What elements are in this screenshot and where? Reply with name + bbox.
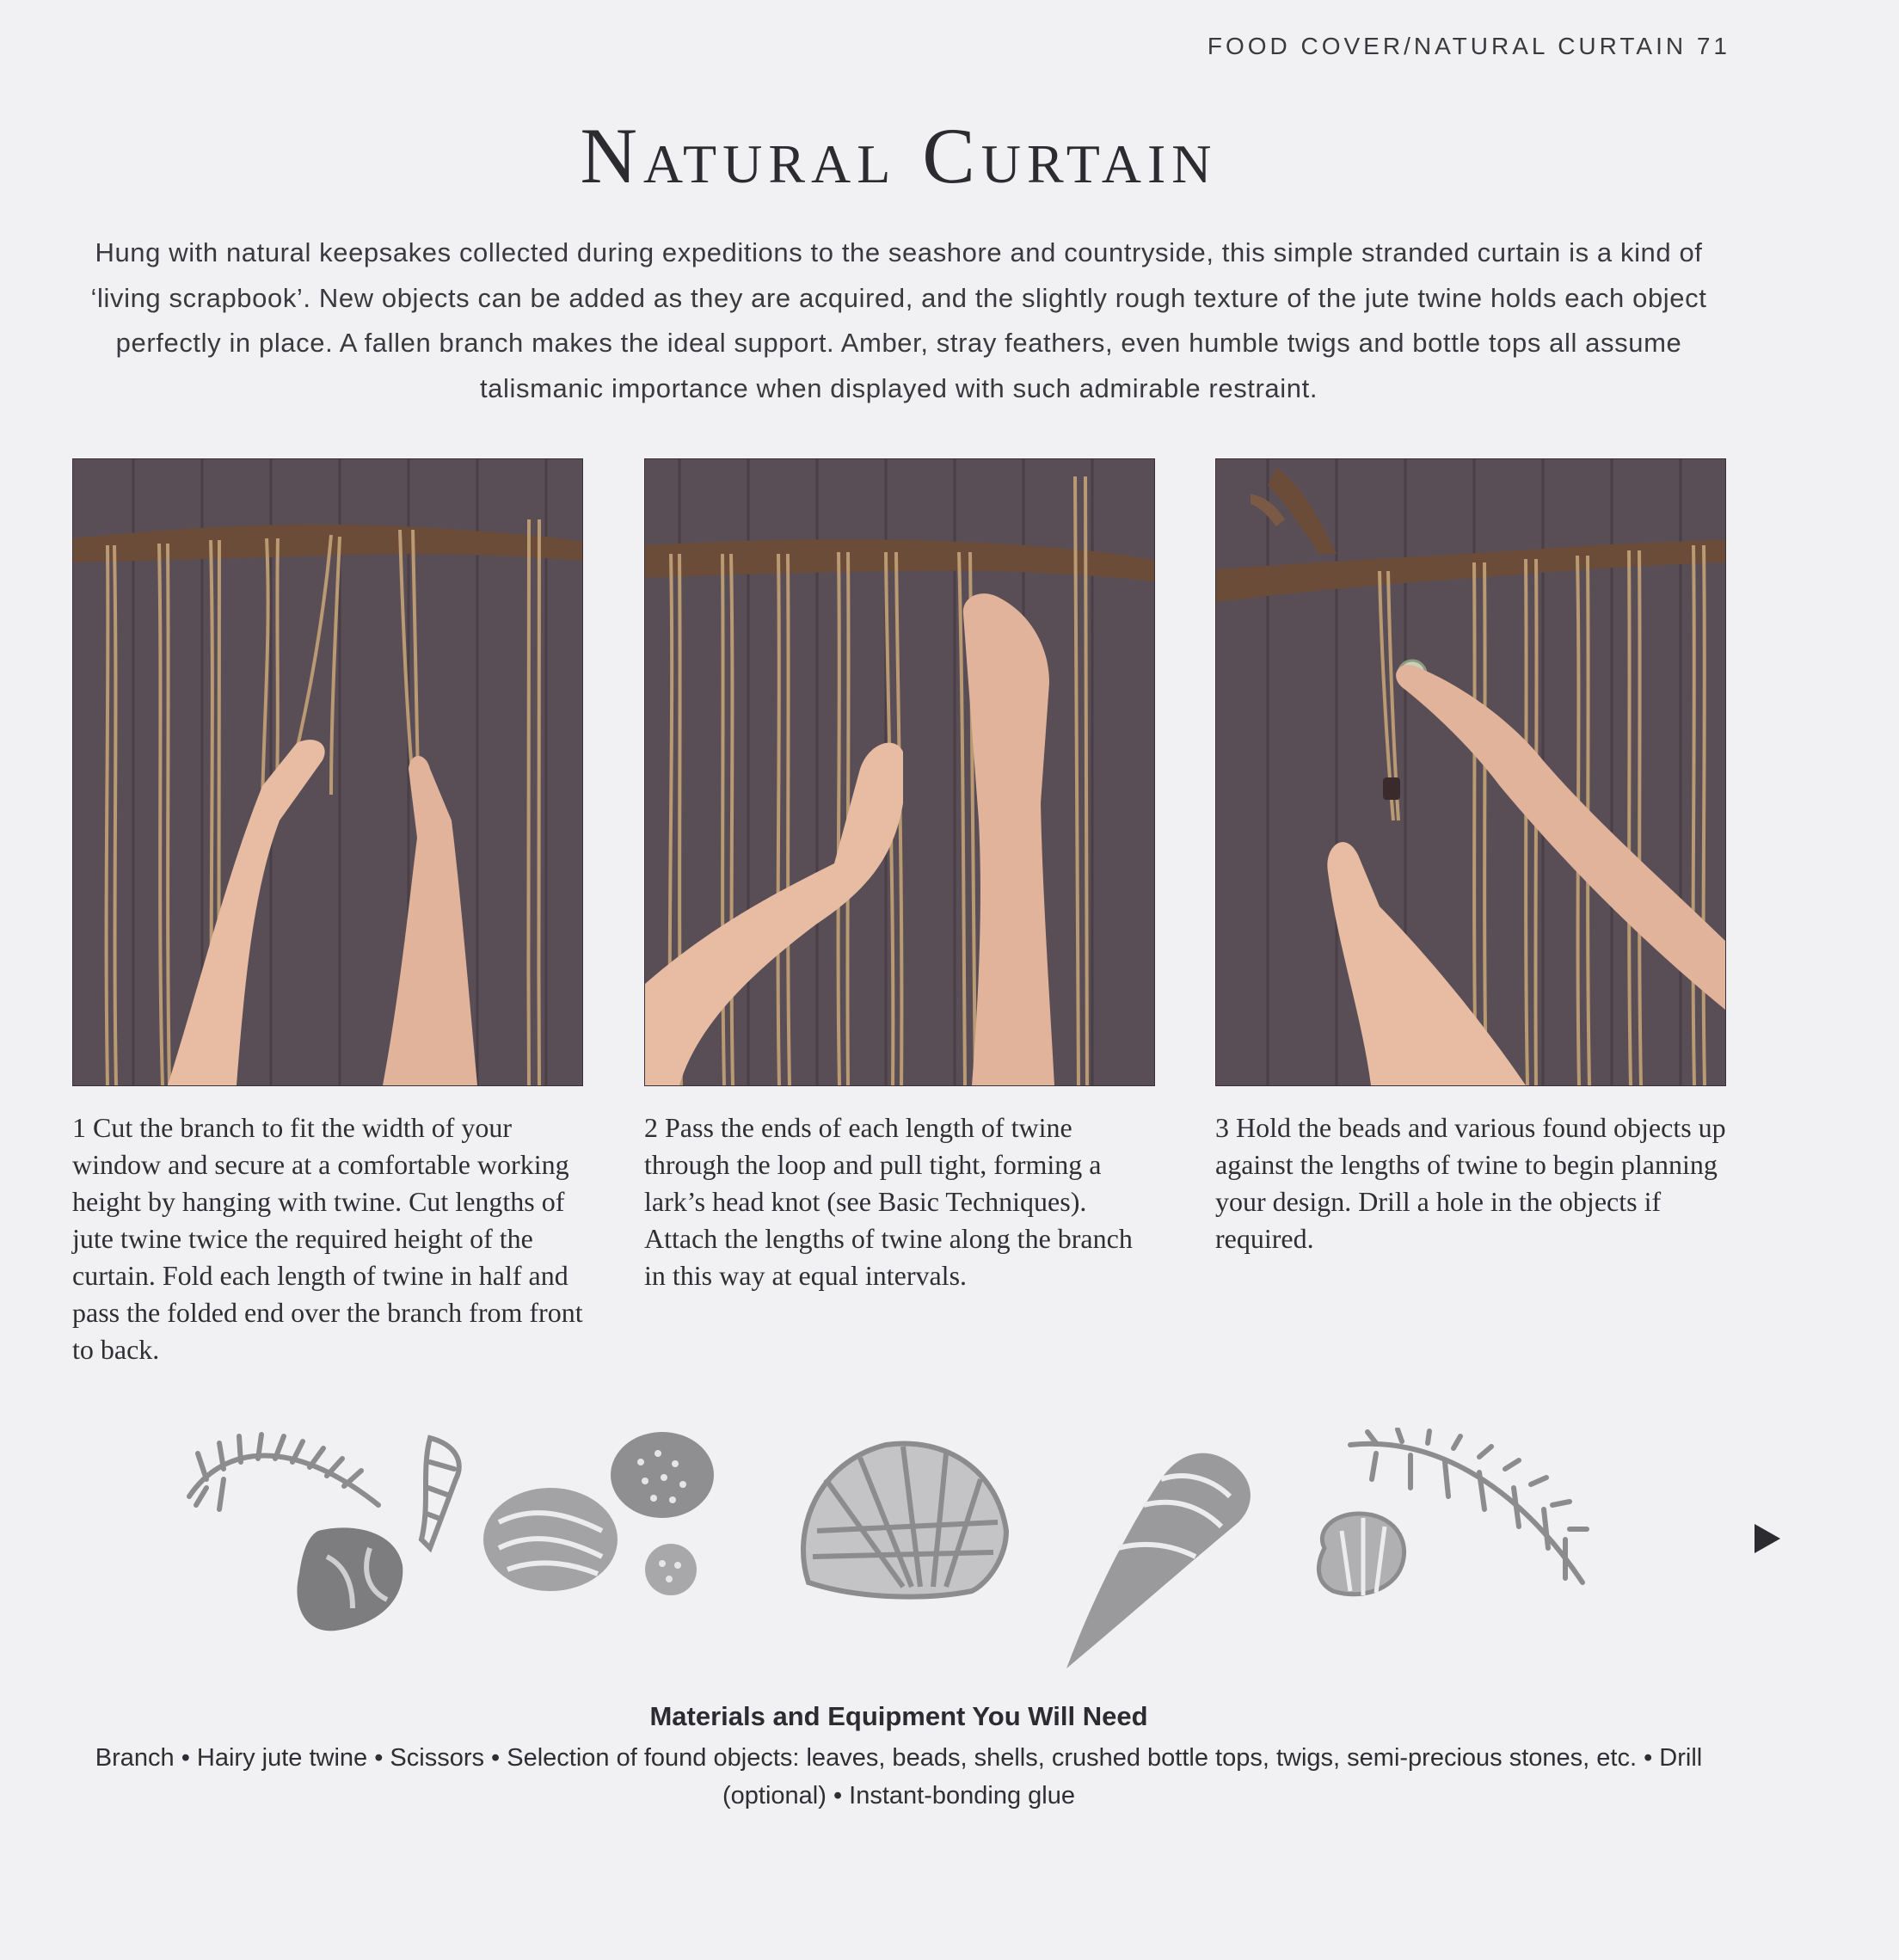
intro-paragraph: Hung with natural keepsakes collected during expeditions to the seashore and countryside, this simple stranded curtain is a kind of ‘living scrapbook’. New objects can be added as they are acquired, and the slightly rough texture of the jute twine holds each object perfectly in place. A fallen branch makes the ideal support. Amber, stray feathers, even humble twigs and bottle tops all assume talismanic importance when displayed with such admirable restraint. (90, 237, 1707, 403)
found-objects-illustration (172, 1428, 1669, 1677)
running-head: FOOD COVER/NATURAL CURTAIN 71 (1207, 33, 1730, 59)
step-2-photo (644, 458, 1155, 1086)
step-2-body: Pass the ends of each length of twine through the loop and pull tight, forming a lark’s head knot (see Basic Techniques). Attach the lengths of twine along the branch in this way at equal intervals. (644, 1112, 1133, 1291)
step-1-number: 1 (72, 1112, 86, 1143)
stone-icon (645, 1544, 697, 1595)
step-2-number: 2 (644, 1112, 658, 1143)
step-1-photo (72, 458, 583, 1086)
stone-icon (611, 1432, 714, 1518)
materials-list: Branch • Hairy jute twine • Scissors • Selection of found objects: leaves, beads, shells, crushed bottle tops, twigs, semi-precious stones, etc. • Drill (optional) • Instant-bonding glue (95, 1744, 1703, 1809)
shell-icon (1066, 1453, 1251, 1668)
step-2-text (644, 1109, 1160, 1294)
step-3-photo (1215, 458, 1726, 1086)
stone-icon (483, 1488, 618, 1591)
shell-icon (421, 1438, 459, 1548)
shell-icon (803, 1443, 1006, 1596)
step-1-text (72, 1109, 588, 1368)
step-3-number: 3 (1215, 1112, 1229, 1143)
materials-heading: Materials and Equipment You Will Need (649, 1701, 1148, 1731)
feather-icon (189, 1435, 378, 1509)
stone-icon (297, 1527, 403, 1631)
step-3-body: Hold the beads and various found objects up against the lengths of twine to begin planning your design. Drill a hole in the objects if required. (1215, 1112, 1726, 1254)
page-title: Natural Curtain (580, 112, 1218, 200)
step-1-body: Cut the branch to fit the width of your window and secure at a comfortable working height by hanging with twine. Cut lengths of jute twine twice the required height of the curtain. Fold each length of twine in half and pass the folded end over the branch from front to back. (72, 1112, 583, 1365)
next-page-arrow-icon (1755, 1524, 1780, 1553)
step-3-text (1215, 1109, 1731, 1257)
shell-icon (1318, 1514, 1404, 1595)
